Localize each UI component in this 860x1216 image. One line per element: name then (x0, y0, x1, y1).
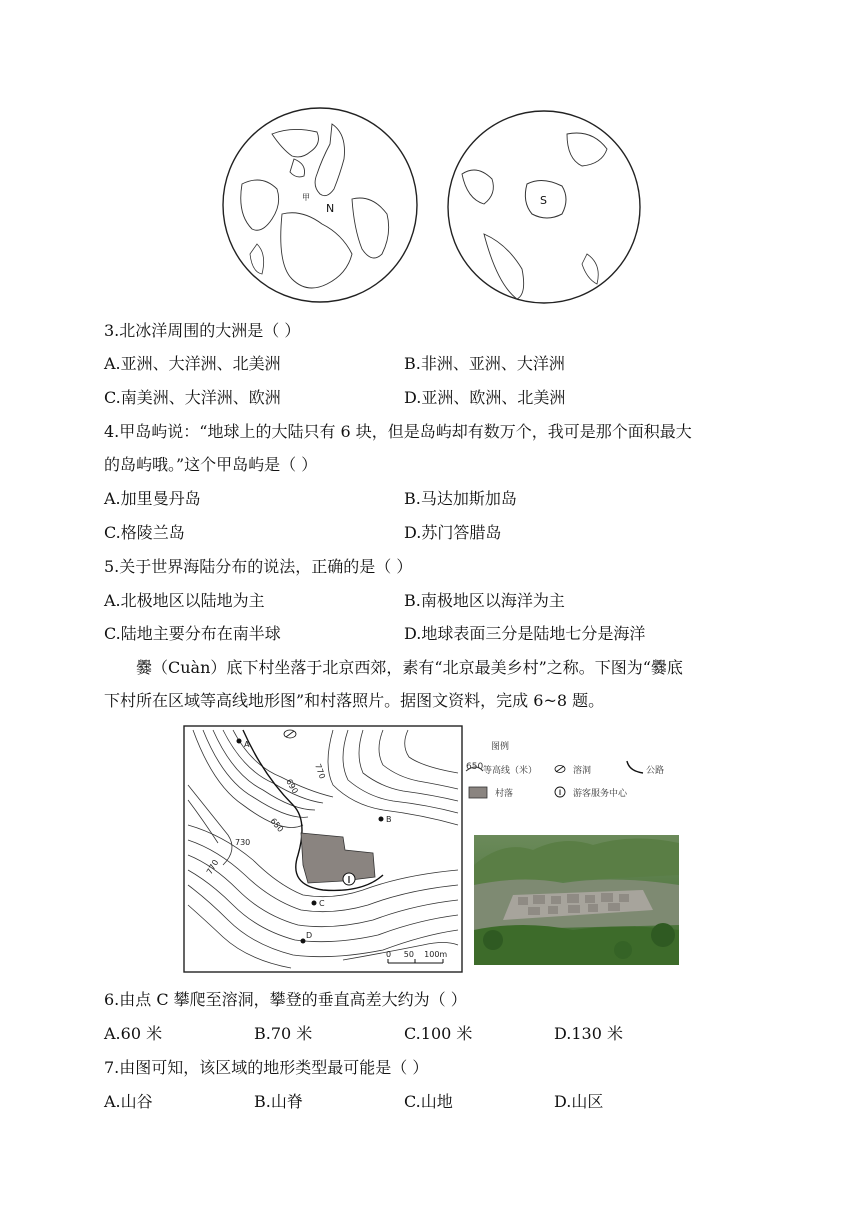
legend-contour: 等高线（米） (483, 766, 538, 776)
q4-stem-line1: 4.甲岛屿说：“地球上的大陆只有 6 块，但是岛屿却有数万个，我可是那个面积最大 (104, 422, 692, 441)
q6-option-d: D.130 米 (554, 1024, 623, 1043)
contour-label-690: 690 (284, 777, 300, 796)
q6-stem: 6.由点 C 攀爬至溶洞，攀登的垂直高差大约为（ ） (104, 990, 467, 1009)
visitor-center-icon (343, 873, 355, 885)
legend-visitor-center: 游客服务中心 (573, 789, 628, 799)
q6-option-b: B.70 米 (254, 1024, 313, 1043)
south-globe (448, 111, 640, 303)
q3-option-a: A.亚洲、大洋洲、北美洲 (104, 354, 281, 373)
q7-stem: 7.由图可知，该区域的地形类型最可能是（ ） (104, 1058, 429, 1077)
island-jia-label: 甲 (302, 193, 310, 202)
legend-title: 图例 (491, 742, 510, 752)
q3-option-d: D.亚洲、欧洲、北美洲 (404, 388, 566, 407)
q5-option-a: A.北极地区以陆地为主 (104, 591, 265, 610)
legend-village: 村落 (495, 789, 514, 799)
q7-option-d: D.山区 (554, 1092, 604, 1111)
q4-option-c: C.格陵兰岛 (104, 523, 185, 542)
scale-label: 0 50 100m (386, 950, 448, 959)
q6-option-c: C.100 米 (404, 1024, 473, 1043)
point-a-label: A (244, 740, 250, 749)
contour-label-770b: 770 (204, 858, 221, 876)
point-d-label: D (306, 931, 313, 940)
q3-option-b: B.非洲、亚洲、大洋洲 (404, 354, 565, 373)
globes-figure (222, 104, 642, 310)
legend-contour-value: 650 (466, 762, 484, 772)
contour-label-770a: 770 (313, 762, 327, 781)
legend-road: 公路 (646, 766, 665, 776)
point-b-label: B (386, 815, 392, 824)
map-legend (466, 740, 664, 799)
intro-line1: 爨（Cuàn）底下村坐落于北京西郊，素有“北京最美乡村”之称。下图为“爨底 (136, 658, 683, 677)
q4-stem-line2: 的岛屿哦。”这个甲岛屿是（ ） (104, 455, 318, 474)
q4-option-d: D.苏门答腊岛 (404, 523, 502, 542)
contour-map-figure (183, 725, 683, 975)
q5-option-d: D.地球表面三分是陆地七分是海洋 (404, 624, 646, 643)
q4-option-b: B.马达加斯加岛 (404, 489, 517, 508)
contour-label-650: 650 (268, 816, 286, 834)
q5-option-b: B.南极地区以海洋为主 (404, 591, 565, 610)
q6-option-a: A.60 米 (104, 1024, 163, 1043)
north-pole-label: N (326, 202, 335, 215)
south-pole-label: S (540, 194, 547, 207)
cave-icon (284, 730, 296, 738)
legend-cave: 溶洞 (573, 766, 592, 776)
contour-label-730: 730 (235, 838, 251, 847)
q5-option-c: C.陆地主要分布在南半球 (104, 624, 281, 643)
q3-option-c: C.南美洲、大洋洲、欧洲 (104, 388, 281, 407)
q3-stem: 3.北冰洋周围的大洲是（ ） (104, 321, 301, 340)
intro-line2: 下村所在区域等高线地形图”和村落照片。据图文资料，完成 6~8 题。 (104, 691, 605, 710)
point-c-label: C (319, 899, 325, 908)
q7-option-b: B.山脊 (254, 1092, 303, 1111)
q4-option-a: A.加里曼丹岛 (104, 489, 201, 508)
q7-option-c: C.山地 (404, 1092, 453, 1111)
village-photo (474, 835, 679, 965)
north-globe (223, 108, 417, 302)
q5-stem: 5.关于世界海陆分布的说法，正确的是（ ） (104, 557, 413, 576)
q7-option-a: A.山谷 (104, 1092, 153, 1111)
